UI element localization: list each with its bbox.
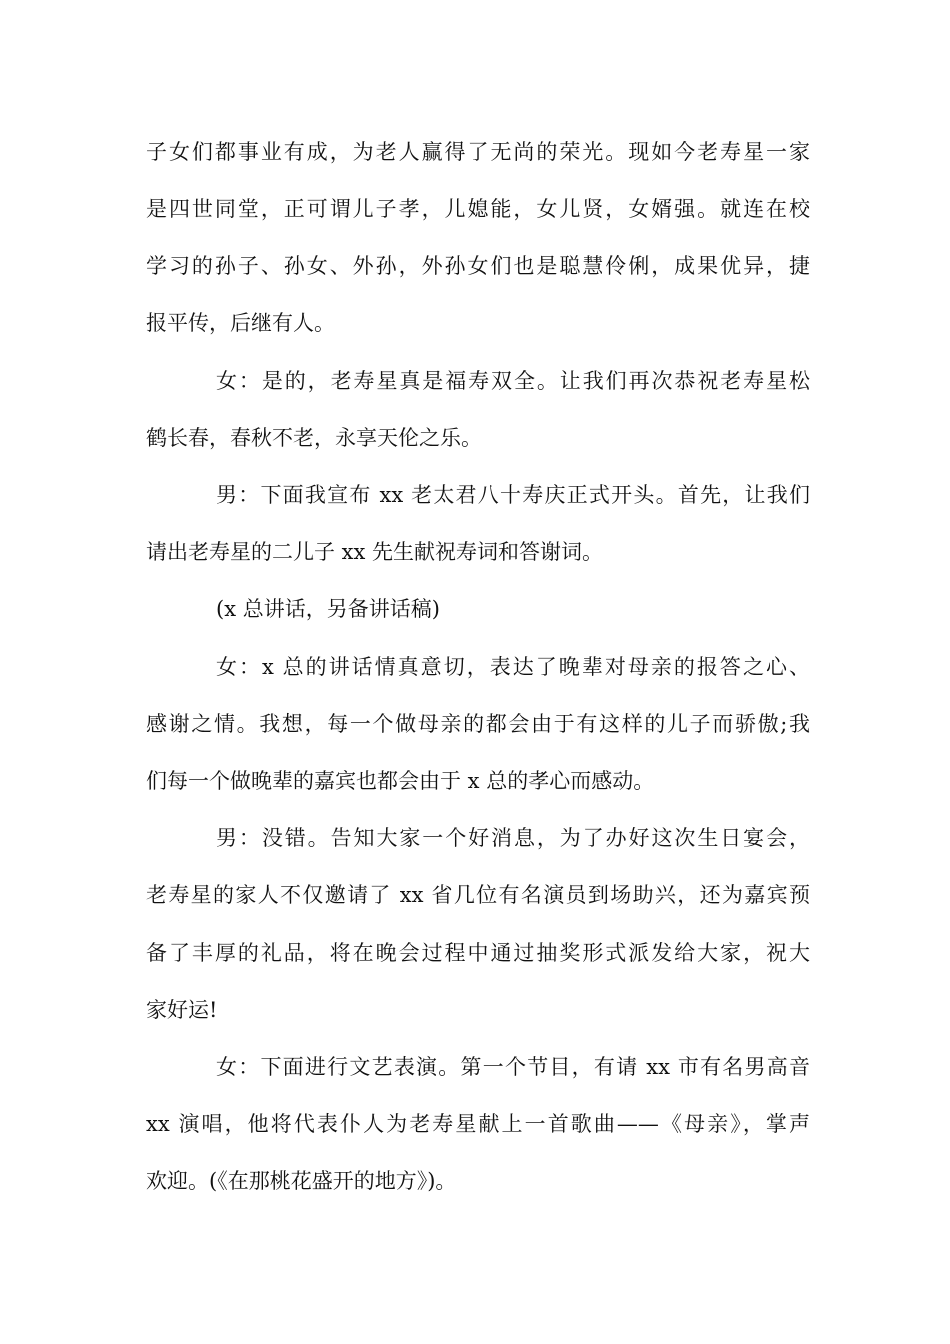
text-line: (x 总讲话，另备讲话稿): [216, 597, 440, 621]
text-line: 们每一个做晚辈的嘉宾也都会由于 x 总的孝心而感动。: [146, 769, 655, 793]
text-line: 是四世同堂，正可谓儿子孝，儿媳能，女儿贤，女婿强。就连在校: [146, 197, 810, 221]
text-line: 女：下面进行文艺表演。第一个节目，有请 xx 市有名男高音: [216, 1055, 810, 1079]
text-line: 老寿星的家人不仅邀请了 xx 省几位有名演员到场助兴，还为嘉宾预: [146, 883, 810, 907]
text-line: 家好运!: [146, 998, 218, 1022]
text-line: 男：没错。告知大家一个好消息，为了办好这次生日宴会，: [216, 826, 810, 850]
text-line: 女：是的，老寿星真是福寿双全。让我们再次恭祝老寿星松: [216, 369, 810, 393]
text-line: 子女们都事业有成，为老人赢得了无尚的荣光。现如今老寿星一家: [146, 140, 810, 164]
text-line: 报平传，后继有人。: [146, 311, 335, 335]
text-line: 感谢之情。我想，每一个做母亲的都会由于有这样的儿子而骄傲;我: [146, 712, 810, 736]
text-line: 学习的孙子、孙女、外孙，外孙女们也是聪慧伶俐，成果优异，捷: [146, 254, 810, 278]
text-line: 鹤长春，春秋不老，永享天伦之乐。: [146, 426, 482, 450]
text-line: xx 演唱，他将代表仆人为老寿星献上一首歌曲——《母亲》，掌声: [146, 1112, 810, 1136]
text-line: 欢迎。(《在那桃花盛开的地方》)。: [146, 1169, 457, 1193]
text-line: 备了丰厚的礼品，将在晚会过程中通过抽奖形式派发给大家，祝大: [146, 941, 810, 965]
text-line: 请出老寿星的二儿子 xx 先生献祝寿词和答谢词。: [146, 540, 604, 564]
text-line: 女：x 总的讲话情真意切，表达了晚辈对母亲的报答之心、: [216, 655, 810, 679]
text-line: 男：下面我宣布 xx 老太君八十寿庆正式开头。首先，让我们: [216, 483, 810, 507]
